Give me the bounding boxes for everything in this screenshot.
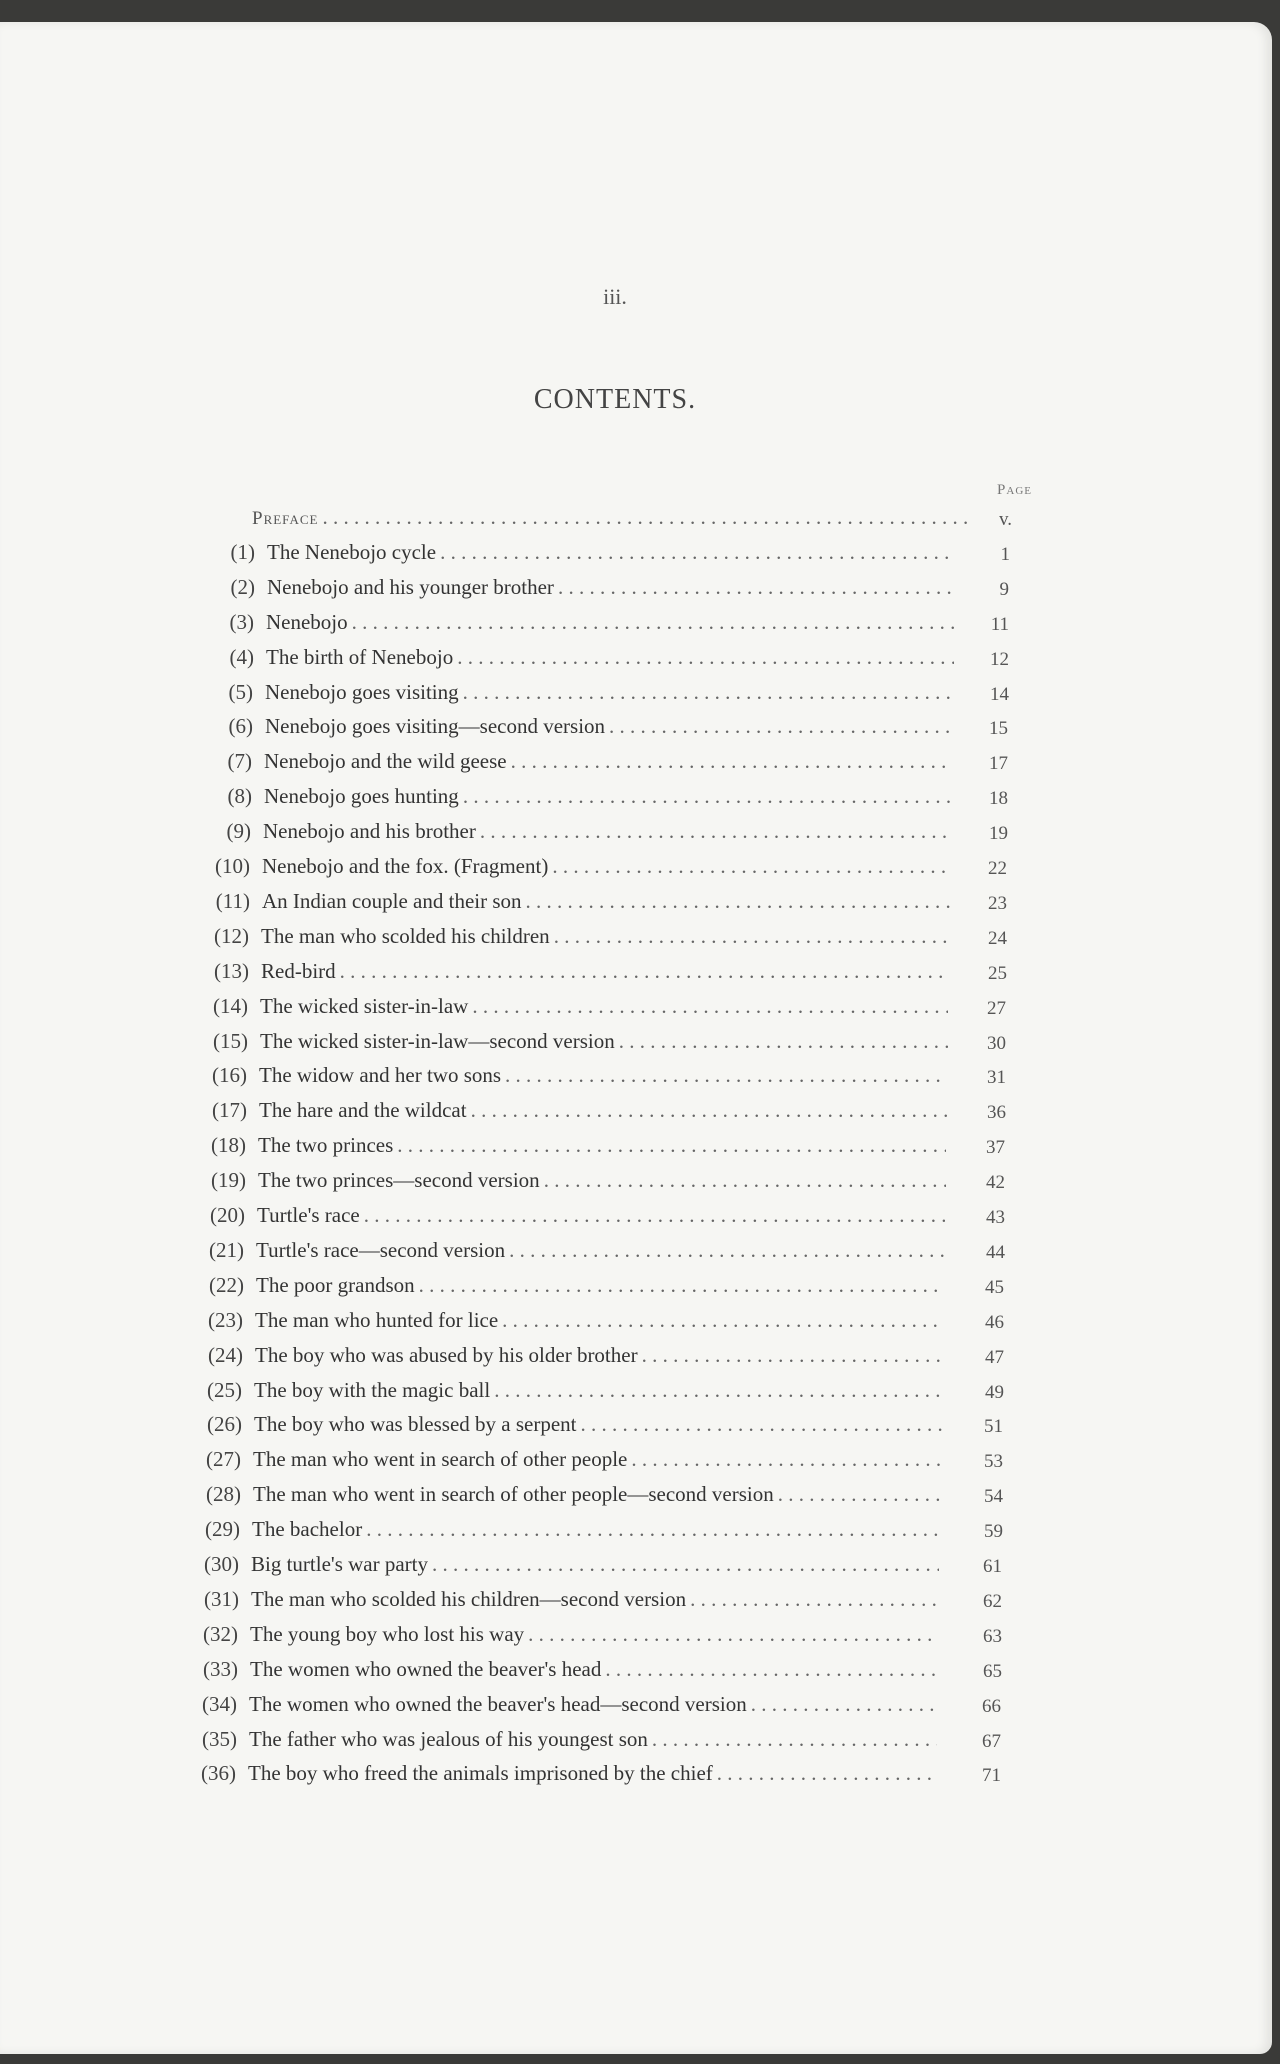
toc-entry-title: The birth of Nenebojo [266, 644, 454, 669]
toc-entry-number: (29) [205, 1517, 240, 1542]
toc-entry-number: (36) [201, 1761, 236, 1786]
toc-entry-title: The boy who was blessed by a serpent [254, 1412, 577, 1437]
toc-entry [191, 680, 953, 710]
toc-entry-page: 31 [987, 1067, 1006, 1089]
toc-entry-page: 25 [988, 962, 1007, 984]
toc-entry-number: (19) [211, 1168, 246, 1193]
toc-entry-number: (5) [228, 679, 253, 704]
toc-entry-number: (21) [209, 1237, 244, 1262]
toc-entry-page: 27 [987, 997, 1006, 1019]
toc-entry-number: (34) [202, 1691, 237, 1716]
toc-entry-number: (6) [228, 714, 253, 739]
toc-entry [175, 1692, 937, 1722]
dot-leader [601, 1657, 938, 1682]
toc-entry-page: 51 [984, 1416, 1003, 1438]
toc-entry-page: 61 [983, 1556, 1002, 1577]
toc-entry-page: 24 [988, 927, 1007, 949]
toc-entry-page: 37 [986, 1137, 1005, 1159]
toc-entry-number: (3) [229, 609, 254, 634]
toc-entry-page: 59 [984, 1521, 1003, 1543]
dot-leader [336, 959, 949, 984]
toc-entry-title: Big turtle's war party [251, 1552, 428, 1576]
toc-entry-page: 12 [990, 648, 1009, 670]
toc-entry-number: (17) [212, 1098, 247, 1123]
toc-entry [182, 1273, 944, 1303]
toc-entry-page: 47 [985, 1346, 1004, 1368]
toc-entry-title: The man who scolded his children [261, 923, 550, 948]
toc-entry-number: (30) [204, 1552, 239, 1576]
toc-entry-title: The Nenebojo cycle [267, 539, 437, 564]
dot-leader [459, 784, 952, 809]
toc-entry-page: 46 [985, 1311, 1004, 1333]
dot-leader [415, 1273, 944, 1298]
toc-entry-page: 53 [984, 1451, 1003, 1473]
toc-entry-page: 43 [986, 1207, 1005, 1228]
toc-entry [176, 1657, 938, 1687]
toc-entry [184, 1133, 946, 1163]
toc-entry [177, 1552, 939, 1582]
dot-leader [318, 505, 968, 530]
toc-entry-number: (7) [227, 749, 252, 774]
toc-entry-title: The boy with the magic ball [254, 1377, 491, 1402]
toc-entry-number: (13) [214, 958, 249, 983]
dot-leader [453, 645, 954, 670]
toc-entry-number: (4) [229, 644, 254, 669]
dot-leader [505, 1238, 944, 1263]
toc-entry-title: Nenebojo goes visiting [265, 679, 459, 704]
toc-entry [189, 819, 951, 849]
toc-entry [188, 889, 950, 919]
toc-entry-title: Preface [252, 508, 319, 529]
toc-entry [180, 1378, 942, 1408]
toc-entry-title: The poor grandson [256, 1272, 415, 1297]
toc-entry-title: The father who was jealous of his youngest son [249, 1726, 648, 1751]
toc-entry-page: 54 [984, 1486, 1003, 1508]
toc-entry-page: 49 [985, 1381, 1004, 1403]
toc-entry-page: 23 [988, 892, 1007, 914]
toc-entry-number: (2) [230, 574, 255, 599]
dot-leader [524, 1622, 938, 1647]
toc-entry [179, 1482, 941, 1512]
dot-leader [548, 854, 950, 879]
toc-entry-number: (26) [207, 1412, 242, 1437]
toc-entry-number: (33) [203, 1656, 238, 1681]
toc-entry [178, 505, 968, 535]
dot-leader [627, 1447, 941, 1472]
toc-entry [192, 610, 954, 640]
contents-title: CONTENTS. [533, 384, 697, 415]
toc-entry-page: 30 [987, 1032, 1006, 1054]
toc-entry [193, 540, 955, 570]
toc-entry-number: (12) [214, 923, 249, 948]
toc-entry-page: 18 [989, 788, 1008, 810]
toc-entry-title: Red-bird [261, 958, 336, 983]
toc-entry-number: (10) [215, 854, 250, 878]
toc-entry-page: 11 [990, 613, 1009, 635]
toc-entry [188, 854, 950, 884]
dot-leader [348, 610, 954, 635]
toc-entry [187, 924, 949, 954]
toc-entry-title: Nenebojo goes hunting [264, 784, 459, 809]
toc-entry-title: The widow and her two sons [259, 1063, 502, 1088]
toc-entry-number: (27) [206, 1447, 241, 1472]
dot-leader [507, 749, 952, 774]
dot-leader [605, 714, 953, 739]
toc-entry [186, 994, 948, 1024]
toc-entry [176, 1622, 938, 1652]
toc-entry-number: (25) [207, 1377, 242, 1402]
toc-entry-page: 9 [999, 578, 1009, 600]
dot-leader [501, 1063, 947, 1088]
toc-entry-title: An Indian couple and their son [262, 888, 522, 913]
toc-entry [192, 645, 954, 675]
toc-entry-title: Turtle's race [257, 1203, 360, 1227]
dot-leader [774, 1482, 941, 1507]
toc-entry-number: (32) [203, 1621, 238, 1646]
dot-leader [615, 1029, 948, 1054]
toc-entry-title: Nenebojo and the wild geese [264, 749, 507, 774]
toc-entry [179, 1447, 941, 1477]
toc-entry-title: The two princes—second version [258, 1168, 540, 1193]
toc-entry-page: 36 [987, 1102, 1006, 1124]
toc-entry [183, 1203, 945, 1233]
toc-entry-page: 63 [983, 1625, 1002, 1647]
toc-entry-number: (11) [215, 888, 250, 913]
toc-entry-number: (35) [202, 1726, 237, 1751]
dot-leader [522, 889, 950, 914]
page-number: iii. [603, 284, 627, 309]
toc-entry [180, 1412, 942, 1442]
toc-entry-page: 67 [982, 1730, 1001, 1752]
toc-entry [181, 1308, 943, 1338]
toc-entry [186, 1029, 948, 1059]
toc-entry [190, 749, 952, 779]
toc-entry [184, 1168, 946, 1198]
dot-leader [393, 1133, 946, 1158]
dot-leader [436, 540, 955, 565]
toc-entry [193, 575, 955, 605]
dot-leader [468, 994, 948, 1019]
toc-entry-title: The women who owned the beaver's head—second version [249, 1691, 747, 1716]
toc-entry-page: 14 [990, 683, 1009, 705]
dot-leader [713, 1761, 936, 1786]
toc-entry-page: 66 [982, 1695, 1001, 1717]
toc-entry-title: The boy who freed the animals imprisoned by the chief [248, 1761, 713, 1786]
toc-entry-number: (9) [226, 819, 251, 844]
toc-entry-title: The hare and the wildcat [259, 1098, 467, 1123]
toc-entry [187, 959, 949, 989]
dot-leader [360, 1203, 945, 1228]
toc-entry-title: The two princes [258, 1133, 394, 1158]
toc-entry-title: The man who hunted for lice [255, 1307, 499, 1332]
toc-entry-title: Nenebojo goes visiting—second version [265, 714, 606, 739]
dot-leader [540, 1168, 946, 1193]
toc-entry-number: (22) [209, 1272, 244, 1297]
toc-entry-number: (14) [213, 993, 248, 1018]
toc-entry [175, 1727, 937, 1757]
toc-entry-number: (24) [208, 1342, 243, 1367]
toc-entry [185, 1063, 947, 1093]
toc-entry-title: The man who went in search of other people [253, 1447, 628, 1472]
toc-entry [190, 784, 952, 814]
dot-leader [554, 575, 955, 600]
dot-leader [550, 924, 949, 949]
toc-entry-title: The women who owned the beaver's head [250, 1656, 602, 1681]
dot-leader [498, 1308, 943, 1333]
toc-entry-title: The wicked sister-in-law [260, 993, 469, 1018]
toc-entry-number: (16) [212, 1063, 247, 1088]
toc-entry-page: 71 [982, 1765, 1001, 1787]
dot-leader [638, 1343, 943, 1368]
dot-leader [686, 1587, 939, 1612]
dot-leader [648, 1727, 937, 1752]
toc-entry-number: (18) [211, 1133, 246, 1158]
toc-entry-number: (1) [230, 539, 255, 564]
page-column-header: Page [997, 482, 1032, 498]
toc-entry-title: The wicked sister-in-law—second version [260, 1028, 615, 1053]
toc-entry-title: The man who scolded his children—second version [251, 1586, 687, 1611]
toc-entry-page: 62 [983, 1590, 1002, 1612]
toc-entry-page: 19 [989, 823, 1008, 845]
toc-entry-number: (20) [210, 1203, 245, 1227]
toc-entry-page: 15 [989, 718, 1008, 740]
toc-entry-page: v. [998, 509, 1012, 530]
dot-leader [490, 1378, 942, 1403]
dot-leader [467, 1098, 947, 1123]
toc-entry-page: 65 [983, 1660, 1002, 1682]
toc-entry-number: (23) [208, 1307, 243, 1332]
toc-entry-title: Nenebojo and the fox. (Fragment) [262, 854, 549, 878]
toc-entry-page: 44 [986, 1241, 1005, 1263]
dot-leader [747, 1692, 937, 1717]
toc-entry-number: (15) [213, 1028, 248, 1053]
toc-entry-title: The man who went in search of other people—second version [253, 1482, 774, 1507]
toc-entry-page: 42 [986, 1172, 1005, 1194]
toc-entry-page: 17 [989, 753, 1008, 775]
toc-entry-title: Nenebojo and his brother [263, 819, 476, 844]
toc-entry-title: Nenebojo and his younger brother [267, 574, 554, 599]
toc-entry [182, 1238, 944, 1268]
toc-entry [177, 1587, 939, 1617]
toc-entry-number: (8) [227, 784, 252, 809]
toc-entry-title: The boy who was abused by his older brother [255, 1342, 638, 1367]
toc-entry [181, 1343, 943, 1373]
toc-entry-number: (28) [206, 1482, 241, 1507]
dot-leader [428, 1552, 939, 1577]
toc-entry [178, 1517, 940, 1547]
book-page [0, 22, 1272, 2054]
dot-leader [459, 680, 953, 705]
dot-leader [362, 1517, 940, 1542]
toc-entry-title: The young boy who lost his way [250, 1621, 525, 1646]
toc-entry [174, 1761, 936, 1791]
dot-leader [476, 819, 951, 844]
toc-entry [185, 1098, 947, 1128]
toc-entry-title: The bachelor [252, 1517, 363, 1542]
toc-entry-page: 1 [1000, 543, 1010, 565]
toc-entry-page: 22 [988, 858, 1007, 879]
toc-entry-number: (31) [204, 1586, 239, 1611]
toc-entry [191, 714, 953, 744]
toc-entry-page: 45 [985, 1276, 1004, 1298]
dot-leader [577, 1412, 942, 1437]
toc-entry-title: Nenebojo [266, 609, 348, 634]
toc-entry-title: Turtle's race—second version [256, 1237, 506, 1262]
